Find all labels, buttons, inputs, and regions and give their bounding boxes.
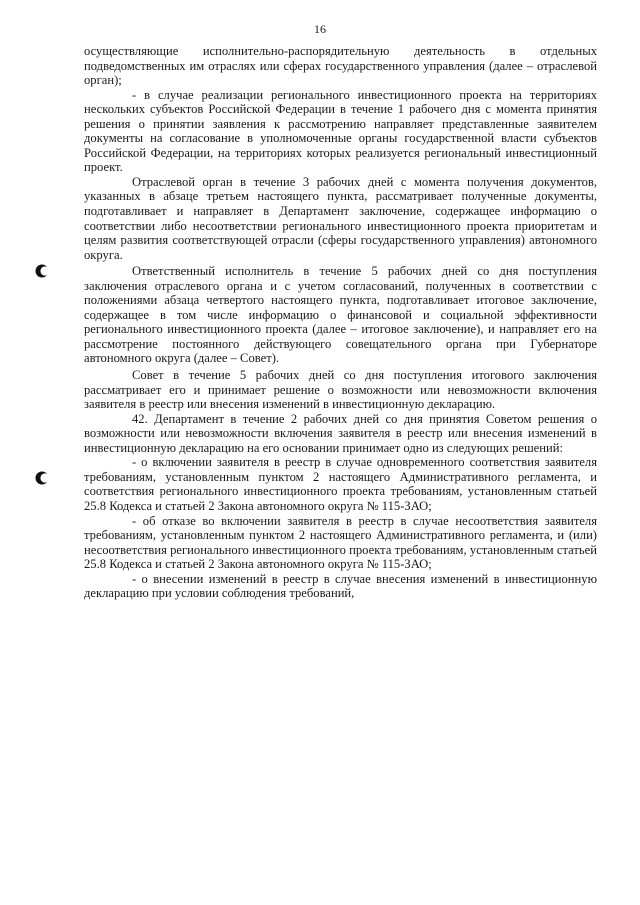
- paragraph: - в случае реализации регионального инвестиционного проекта на территориях нескольких субъектов Российской Федерации в течение 1 рабочего дня с момента принятия решения о принятии заявления к рассмотрению направляет представленные заявителем документы на согласование в уполномоченные органы государственной власти субъектов Российской Федерации, на территориях которых реализуется региональный инвестиционный проект.: [84, 87, 597, 175]
- paragraph: - о внесении изменений в реестр в случае внесения изменений в инвестиционную декларацию при условии соблюдения требований,: [84, 571, 597, 601]
- paragraph: Отраслевой орган в течение 3 рабочих дней с момента получения документов, указанных в абзаце третьем настоящего пункта, рассматривает полученные документы, подготавливает и направляет в Департамент заключение, содержащее информацию о соответствии либо несоответствии регионального инвестиционного проекта приоритетам и целям развития соответствующей отрасли (сферы государственного управления) автономного округа.: [84, 174, 597, 262]
- paragraph: Ответственный исполнитель в течение 5 рабочих дней со дня поступления заключения отраслевого органа и с учетом согласований, полученных в соответствии с положениями абзаца четвертого настоящего пункта, подготавливает итоговое заключение, содержащее в том числе информацию о финансовой и социальной эффективности регионального инвестиционного проекта (далее – итоговое заключение), и направляет его на рассмотрение постоянного действующего совещательного органа при Губернаторе автономного округа (далее – Совет).: [84, 264, 597, 366]
- binding-hole-mark: [34, 263, 50, 279]
- page-number: 16: [314, 22, 326, 36]
- binding-hole-mark: [34, 470, 50, 486]
- paragraph: - о включении заявителя в реестр в случае одновременного соответствия заявителя требованиям, установленным пунктом 2 настоящего Административного регламента, и соответствия регионального инвестиционного проекта требованиям, установленным статьей 25.8 Кодекса и статьей 2 Закона автономного округа № 115-ЗАО;: [84, 455, 597, 513]
- paragraph: Совет в течение 5 рабочих дней со дня поступления итогового заключения рассматривает его и принимает решение о возможности или невозможности включения заявителя в реестр или внесения изменений в инвестиционную декларацию.: [84, 368, 597, 412]
- paragraph: - об отказе во включении заявителя в реестр в случае несоответствия заявителя требованиям, установленным пунктом 2 настоящего Административного регламента, и (или) несоответствия регионального инвестиционного проекта требованиям, установленным статьей 25.8 Кодекса и статьей 2 Закона автономного округа № 115-ЗАО;: [84, 513, 597, 572]
- document-body: [84, 44, 597, 601]
- paragraph: осуществляющие исполнительно-распорядительную деятельность в отдельных подведомственных им отраслях или сферах государственного управления (далее – отраслевой орган);: [84, 44, 597, 88]
- paragraph: 42. Департамент в течение 2 рабочих дней со дня принятия Советом решения о возможности или невозможности включения заявителя в реестр или внесения изменений в инвестиционную декларацию на его основании принимает одно из следующих решений:: [84, 411, 597, 455]
